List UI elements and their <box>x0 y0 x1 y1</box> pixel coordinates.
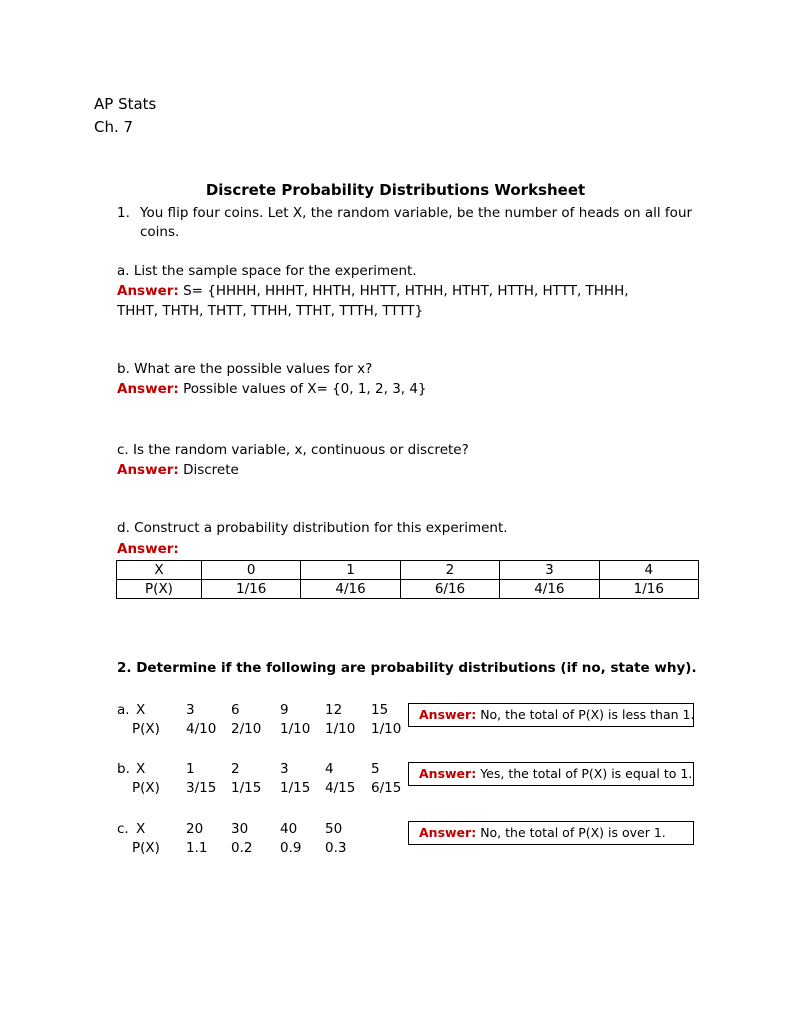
table-cell: P(X) <box>117 580 202 599</box>
q2c-p-value: 0.2 <box>231 840 253 856</box>
table-cell: 2 <box>400 561 499 580</box>
table-cell: 3 <box>500 561 599 580</box>
q2b-p-value: 6/15 <box>371 780 402 796</box>
table-row <box>117 561 699 580</box>
q1c-answer <box>117 462 239 478</box>
q2b-answer-box <box>408 762 694 786</box>
q2c-x-label: X <box>136 821 146 837</box>
q2a-x-value: 9 <box>280 702 289 718</box>
table-cell: 4/16 <box>301 580 400 599</box>
worksheet-title: Discrete Probability Distributions Worksheet <box>205 181 586 199</box>
chapter-label: Ch. 7 <box>94 118 134 136</box>
q2b-x-value: 3 <box>280 761 289 777</box>
q2a-p-value: 1/10 <box>325 721 356 737</box>
table-cell: 6/16 <box>400 580 499 599</box>
table-row <box>117 580 699 599</box>
probability-distribution-table <box>116 560 699 599</box>
q2a-x-value: 6 <box>231 702 240 718</box>
table-cell: 4/16 <box>500 580 599 599</box>
q1c-answer-text: Discrete <box>183 462 239 478</box>
q2b-p-value: 1/15 <box>231 780 262 796</box>
table-cell: 0 <box>202 561 301 580</box>
course-label: AP Stats <box>94 95 157 113</box>
q2a-p-value: 1/10 <box>280 721 311 737</box>
q2c-x-value: 30 <box>231 821 249 837</box>
q2a-p-value: 2/10 <box>231 721 262 737</box>
q2-heading: 2. Determine if the following are probability distributions (if no, state why). <box>117 660 697 676</box>
q2c-label: c. <box>117 821 129 837</box>
answer-label: Answer: <box>117 381 179 397</box>
q2c-x-value: 40 <box>280 821 298 837</box>
q2a-answer-box <box>408 703 694 727</box>
q2c-p-label: P(X) <box>132 840 160 856</box>
q1-text-line1: You flip four coins. Let X, the random variable, be the number of heads on all four <box>140 205 693 221</box>
q2c-x-value: 20 <box>186 821 204 837</box>
q2b-answer-text: Yes, the total of P(X) is equal to 1. <box>480 766 693 781</box>
table-cell: 1/16 <box>202 580 301 599</box>
q1-text-line2: coins. <box>140 224 180 240</box>
q1d-question: d. Construct a probability distribution for this experiment. <box>117 520 508 536</box>
q1a-answer-line1 <box>117 283 629 299</box>
q1-number: 1. <box>117 205 130 221</box>
q2b-x-value: 5 <box>371 761 380 777</box>
q2c-answer-box <box>408 821 694 845</box>
q2a-x-value: 15 <box>371 702 389 718</box>
q2c-p-value: 1.1 <box>186 840 208 856</box>
q2b-p-value: 1/15 <box>280 780 311 796</box>
q2b-label: b. <box>117 761 130 777</box>
q2b-x-value: 4 <box>325 761 334 777</box>
answer-label: Answer: <box>117 283 179 299</box>
table-cell: 4 <box>599 561 698 580</box>
q2a-x-value: 3 <box>186 702 195 718</box>
table-cell: X <box>117 561 202 580</box>
q1b-answer-text: Possible values of X= {0, 1, 2, 3, 4} <box>183 381 427 397</box>
q1a-question: a. List the sample space for the experiment. <box>117 263 417 279</box>
q2a-x-value: 12 <box>325 702 343 718</box>
q2a-p-label: P(X) <box>132 721 160 737</box>
q2a-p-value: 4/10 <box>186 721 217 737</box>
q2a-answer-text: No, the total of P(X) is less than 1. <box>480 707 695 722</box>
q2c-p-value: 0.9 <box>280 840 302 856</box>
table-cell: 1/16 <box>599 580 698 599</box>
q1b-answer <box>117 381 427 397</box>
q2b-x-value: 1 <box>186 761 195 777</box>
q2a-x-label: X <box>136 702 146 718</box>
q2c-answer-text: No, the total of P(X) is over 1. <box>480 825 666 840</box>
q1d-answer-label: Answer: <box>117 541 179 557</box>
answer-label: Answer: <box>117 462 179 478</box>
q2a-p-value: 1/10 <box>371 721 402 737</box>
q1a-answer-text: S= {HHHH, HHHT, HHTH, HHTT, HTHH, HTHT, HTTH, HTTT, THHH, <box>183 283 629 299</box>
q1a-answer-line2: THHT, THTH, THTT, TTHH, TTHT, TTTH, TTTT} <box>117 303 424 319</box>
q1c-question: c. Is the random variable, x, continuous or discrete? <box>117 442 469 458</box>
q2b-x-value: 2 <box>231 761 240 777</box>
q2b-p-value: 3/15 <box>186 780 217 796</box>
q2b-p-label: P(X) <box>132 780 160 796</box>
q2a-label: a. <box>117 702 130 718</box>
answer-label: Answer: <box>419 766 477 781</box>
q2b-x-label: X <box>136 761 146 777</box>
table-cell: 1 <box>301 561 400 580</box>
answer-label: Answer: <box>419 707 477 722</box>
q2c-p-value: 0.3 <box>325 840 347 856</box>
q2b-p-value: 4/15 <box>325 780 356 796</box>
q1b-question: b. What are the possible values for x? <box>117 361 373 377</box>
q2c-x-value: 50 <box>325 821 343 837</box>
answer-label: Answer: <box>419 825 477 840</box>
